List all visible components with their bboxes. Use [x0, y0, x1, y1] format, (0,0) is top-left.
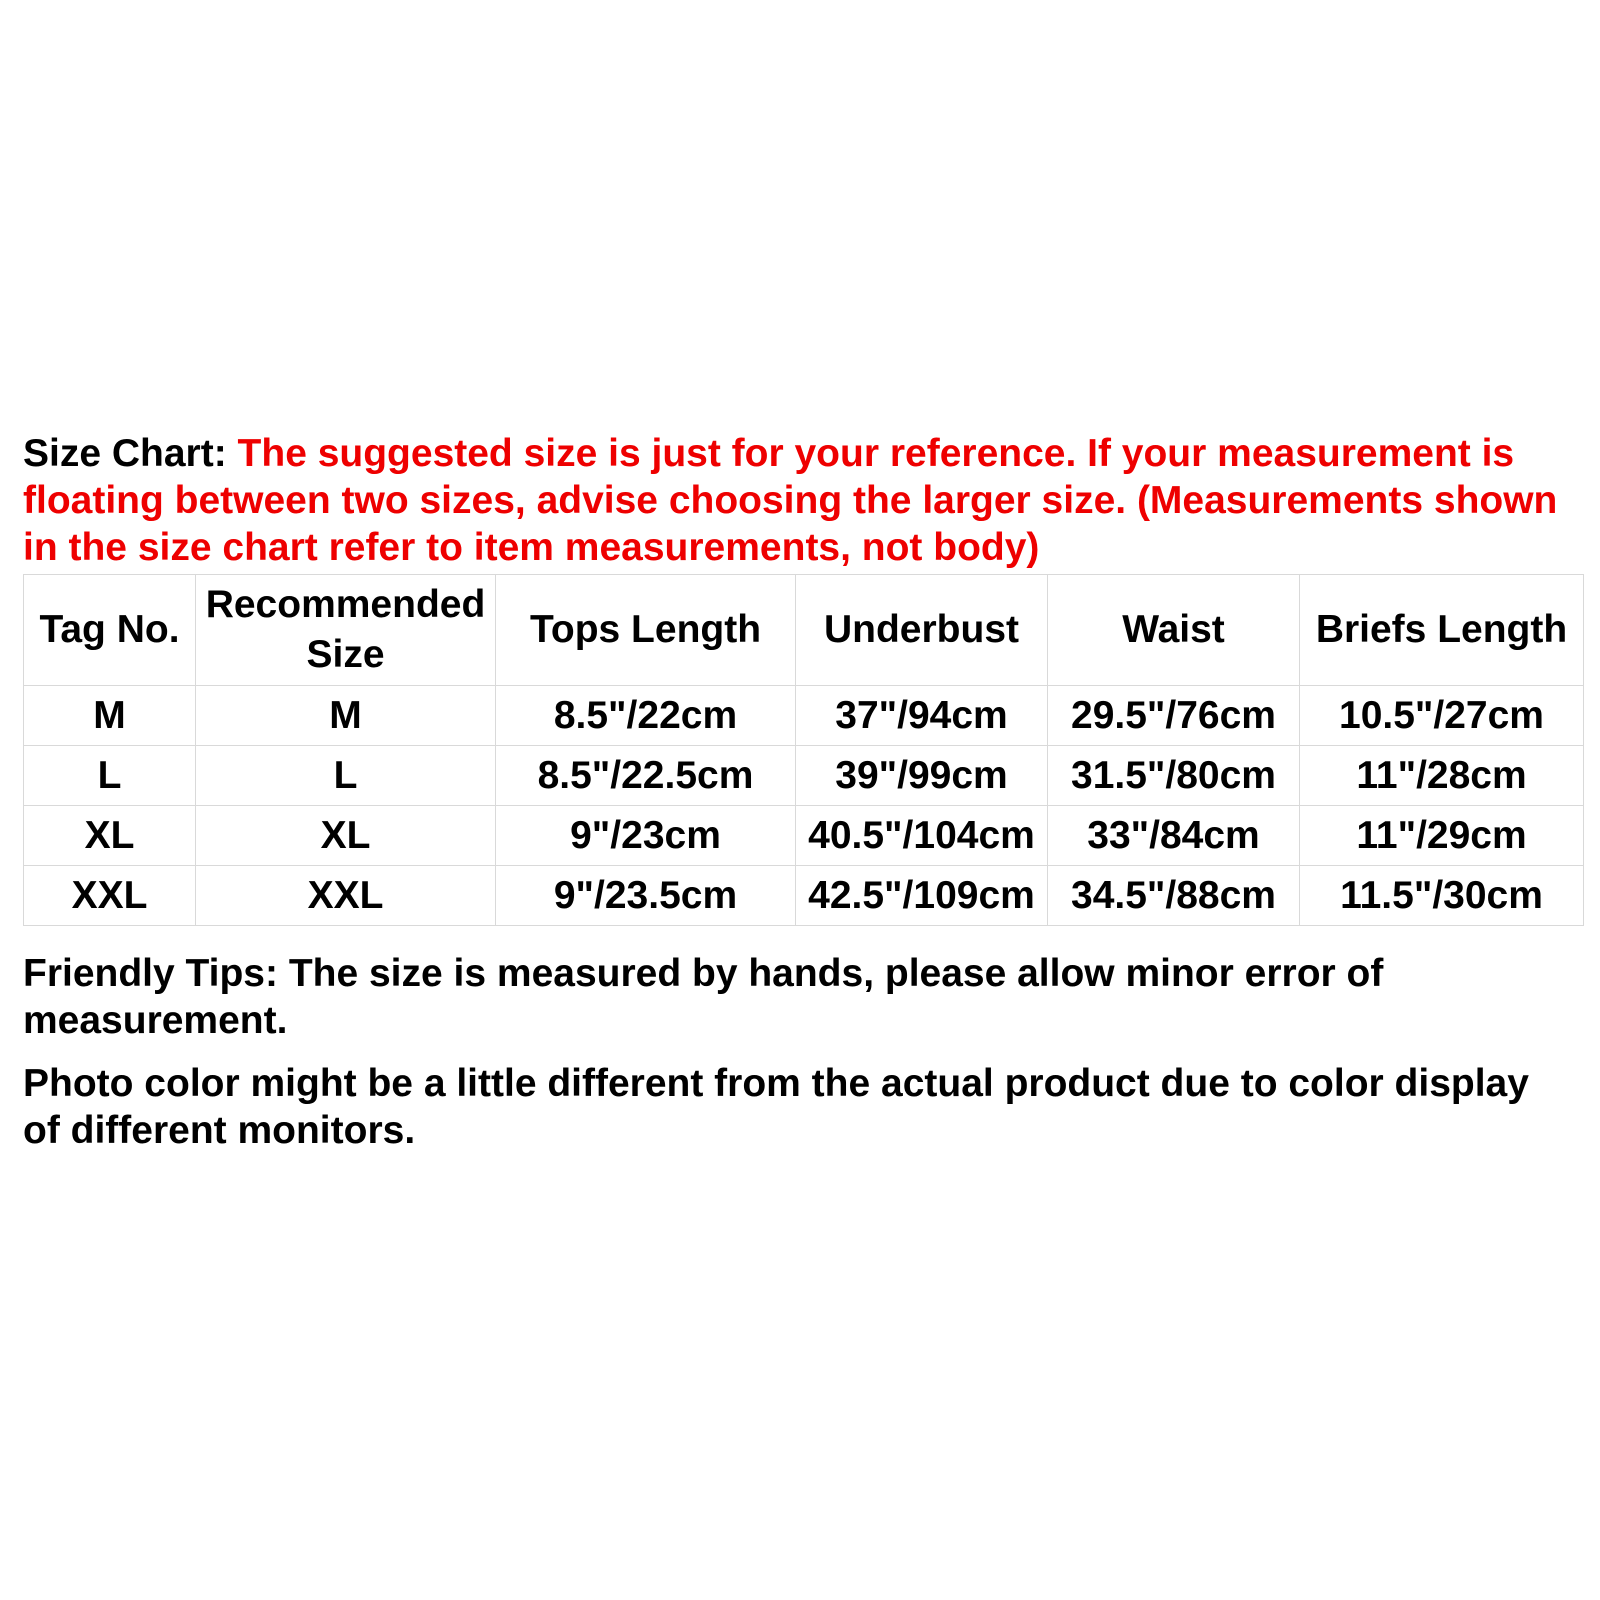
cell-tag-no: M	[24, 686, 196, 746]
size-chart-label: Size Chart:	[23, 432, 227, 475]
size-table	[23, 574, 1584, 926]
cell-recommended-size: XL	[196, 806, 496, 866]
cell-underbust: 40.5"/104cm	[796, 806, 1048, 866]
table-header-row	[24, 575, 1584, 686]
cell-tag-no: L	[24, 746, 196, 806]
cell-briefs-length: 11.5"/30cm	[1300, 866, 1584, 926]
cell-briefs-length: 10.5"/27cm	[1300, 686, 1584, 746]
cell-waist: 29.5"/76cm	[1048, 686, 1300, 746]
header-briefs-length: Briefs Length	[1300, 575, 1584, 686]
cell-underbust: 39"/99cm	[796, 746, 1048, 806]
cell-waist: 33"/84cm	[1048, 806, 1300, 866]
table-row	[24, 866, 1584, 926]
cell-recommended-size: XXL	[196, 866, 496, 926]
cell-tag-no: XL	[24, 806, 196, 866]
header-tag-no: Tag No.	[24, 575, 196, 686]
header-tops-length: Tops Length	[496, 575, 796, 686]
cell-waist: 31.5"/80cm	[1048, 746, 1300, 806]
table-row	[24, 746, 1584, 806]
table-row	[24, 686, 1584, 746]
size-chart-notice: The suggested size is just for your reference. If your measurement is floating between two sizes, advise choosing the larger size. (Measurements shown in the size chart refer to item measurements, not body)	[23, 432, 1558, 569]
color-disclaimer: Photo color might be a little different from the actual product due to color display of different monitors.	[23, 1062, 1529, 1152]
table-row	[24, 806, 1584, 866]
cell-tops-length: 8.5"/22.5cm	[496, 746, 796, 806]
header-waist: Waist	[1048, 575, 1300, 686]
cell-tops-length: 9"/23cm	[496, 806, 796, 866]
header-recommended-size: Recommended Size	[196, 575, 496, 686]
cell-underbust: 37"/94cm	[796, 686, 1048, 746]
cell-briefs-length: 11"/28cm	[1300, 746, 1584, 806]
header-underbust: Underbust	[796, 575, 1048, 686]
friendly-tips: Friendly Tips: The size is measured by hands, please allow minor error of measurement.	[23, 952, 1384, 1042]
cell-waist: 34.5"/88cm	[1048, 866, 1300, 926]
cell-recommended-size: L	[196, 746, 496, 806]
cell-underbust: 42.5"/109cm	[796, 866, 1048, 926]
cell-recommended-size: M	[196, 686, 496, 746]
cell-tops-length: 8.5"/22cm	[496, 686, 796, 746]
size-chart-intro	[23, 430, 1583, 571]
cell-briefs-length: 11"/29cm	[1300, 806, 1584, 866]
cell-tag-no: XXL	[24, 866, 196, 926]
cell-tops-length: 9"/23.5cm	[496, 866, 796, 926]
